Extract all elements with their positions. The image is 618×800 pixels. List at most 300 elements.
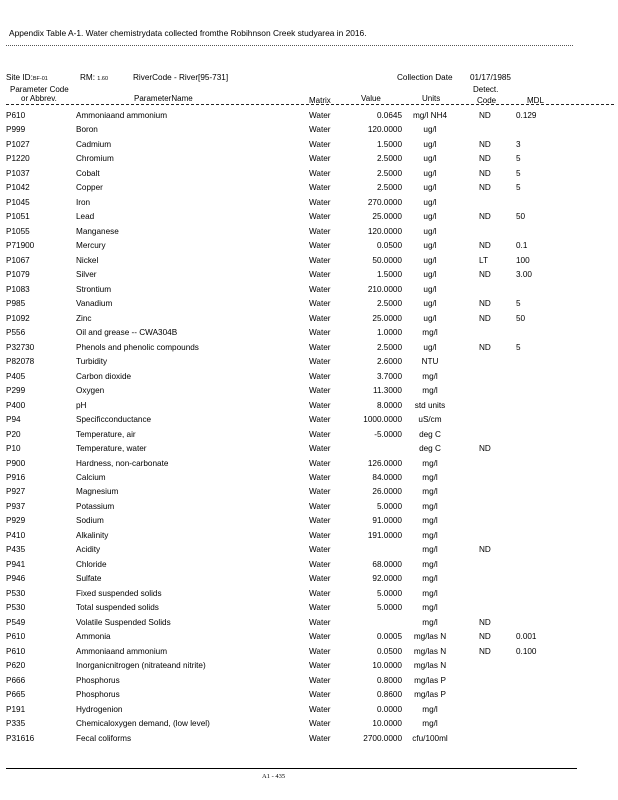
value-cell: 50.0000: [372, 255, 402, 265]
matrix-cell: Water: [309, 299, 331, 309]
table-row: [0, 717, 618, 731]
value-cell: 2.5000: [376, 342, 402, 352]
table-row: [0, 645, 618, 659]
param-name-cell: Hardness, non-carbonate: [76, 458, 169, 468]
matrix-cell: Water: [309, 704, 331, 714]
units-cell: mg/l: [422, 588, 438, 598]
param-name-cell: Temperature, air: [76, 429, 136, 439]
site-id-label: Site ID:: [6, 73, 33, 82]
param-name-cell: Sodium: [76, 516, 104, 526]
mdl-cell: 100: [516, 255, 530, 265]
value-cell: 2.5000: [376, 168, 402, 178]
mdl-cell: 3: [516, 139, 521, 149]
units-cell: mg/l: [422, 328, 438, 338]
table-row: [0, 152, 618, 166]
matrix-cell: Water: [309, 111, 331, 120]
table-row: [0, 688, 618, 702]
units-cell: ug/l: [423, 139, 437, 149]
header-mdl: MDL: [527, 96, 544, 105]
value-cell: 2.5000: [376, 299, 402, 309]
table-row: [0, 341, 618, 355]
param-code-cell: P900: [6, 458, 26, 468]
param-name-cell: Silver: [76, 270, 97, 280]
param-code-cell: P191: [6, 704, 26, 714]
param-code-cell: P610: [6, 111, 26, 120]
value-cell: 0.0000: [376, 704, 402, 714]
units-cell: ug/l: [423, 255, 437, 265]
param-code-cell: P666: [6, 675, 26, 685]
table-row: [0, 210, 618, 224]
units-cell: ug/l: [423, 168, 437, 178]
header-param-code-abbrev: or Abbrev.: [21, 94, 57, 103]
value-cell: 0.8600: [376, 690, 402, 700]
table-row: [0, 312, 618, 326]
param-code-cell: P1055: [6, 226, 30, 236]
units-cell: mg/l: [422, 371, 438, 381]
param-name-cell: Fecal coliforms: [76, 733, 132, 743]
units-cell: mg/l: [422, 458, 438, 468]
value-cell: 270.0000: [367, 197, 402, 207]
matrix-cell: Water: [309, 473, 331, 482]
table-row: [0, 558, 618, 572]
units-cell: mg/l: [422, 574, 438, 584]
param-code-cell: P556: [6, 328, 26, 338]
value-cell: -5.0000: [374, 429, 402, 439]
param-name-cell: Inorganicnitrogen (nitrateand nitrite): [76, 661, 206, 671]
param-code-cell: P1092: [6, 313, 30, 323]
units-cell: mg/l NH4: [412, 111, 448, 120]
param-name-cell: Manganese: [76, 226, 119, 236]
param-code-cell: P530: [6, 588, 26, 598]
matrix-cell: Water: [309, 588, 331, 598]
param-code-cell: P946: [6, 574, 26, 584]
matrix-cell: Water: [309, 530, 331, 540]
units-cell: mg/l: [422, 501, 438, 511]
collection-date: 01/17/1985: [470, 73, 511, 82]
value-cell: 10.0000: [372, 661, 402, 671]
value-cell: 2.5000: [376, 154, 402, 164]
units-cell: mg/l: [422, 516, 438, 526]
param-code-cell: P530: [6, 603, 26, 613]
units-cell: ug/l: [423, 270, 437, 280]
units-cell: mg/l: [422, 487, 438, 497]
matrix-cell: Water: [309, 574, 331, 584]
param-code-cell: P71900: [6, 241, 35, 251]
value-cell: 2700.0000: [363, 733, 402, 743]
value-cell: 1.5000: [376, 270, 402, 280]
param-name-cell: Oxygen: [76, 386, 105, 396]
value-cell: 84.0000: [372, 473, 402, 482]
param-code-cell: P549: [6, 617, 26, 627]
param-name-cell: Temperature, water: [76, 444, 147, 454]
table-row: [0, 239, 618, 253]
header-detect-code: Code: [477, 96, 497, 105]
param-name-cell: Chemicaloxygen demand, (low level): [76, 719, 210, 729]
table-row: [0, 572, 618, 586]
dotted-divider: [6, 45, 573, 46]
value-cell: 191.0000: [367, 530, 402, 540]
units-cell: mg/las P: [414, 675, 446, 685]
param-name-cell: Magnesium: [76, 487, 119, 497]
river-code: RiverCode - River[95-731]: [133, 73, 229, 82]
param-name-cell: Phenols and phenolic compounds: [76, 342, 199, 352]
value-cell: 126.0000: [367, 458, 402, 468]
matrix-cell: Water: [309, 444, 331, 454]
units-cell: mg/l: [422, 559, 438, 569]
table-row: [0, 370, 618, 384]
mdl-cell: 5: [516, 342, 521, 352]
matrix-cell: Water: [309, 197, 331, 207]
table-row: [0, 732, 618, 746]
mdl-cell: 5: [516, 168, 521, 178]
header-param-name: ParameterName: [134, 94, 193, 103]
detect-code-cell: ND: [479, 212, 491, 222]
river-mile-value: 1.60: [97, 76, 109, 82]
param-name-cell: Phosphorus: [76, 675, 120, 685]
table-row: [0, 181, 618, 195]
value-cell: 120.0000: [367, 226, 402, 236]
param-code-cell: P82078: [6, 357, 35, 367]
table-row: [0, 196, 618, 210]
detect-code-cell: LT: [479, 255, 488, 265]
value-cell: 10.0000: [372, 719, 402, 729]
value-cell: 0.0500: [376, 241, 402, 251]
param-code-cell: P1045: [6, 197, 30, 207]
matrix-cell: Water: [309, 241, 331, 251]
param-code-cell: P1051: [6, 212, 30, 222]
detect-code-cell: ND: [479, 299, 491, 309]
table-row: [0, 225, 618, 239]
matrix-cell: Water: [309, 646, 331, 656]
param-code-cell: P1083: [6, 284, 30, 294]
matrix-cell: Water: [309, 516, 331, 526]
param-name-cell: Ammonia: [76, 632, 111, 642]
matrix-cell: Water: [309, 661, 331, 671]
value-cell: 1.0000: [376, 328, 402, 338]
param-code-cell: P435: [6, 545, 26, 555]
table-row: [0, 326, 618, 340]
param-code-cell: P610: [6, 646, 26, 656]
detect-code-cell: ND: [479, 154, 491, 164]
value-cell: 5.0000: [376, 501, 402, 511]
matrix-cell: Water: [309, 458, 331, 468]
matrix-cell: Water: [309, 270, 331, 280]
table-caption: Appendix Table A-1. Water chemistrydata collected fromthe Robihnson Creek studyarea in 2016.: [9, 28, 367, 38]
param-code-cell: P1067: [6, 255, 30, 265]
table-row: [0, 471, 618, 485]
param-code-cell: P927: [6, 487, 26, 497]
units-cell: ug/l: [423, 226, 437, 236]
units-cell: mg/las P: [414, 690, 446, 700]
mdl-cell: 5: [516, 154, 521, 164]
matrix-cell: Water: [309, 400, 331, 410]
value-cell: 210.0000: [367, 284, 402, 294]
table-row: [0, 355, 618, 369]
matrix-cell: Water: [309, 386, 331, 396]
param-code-cell: P405: [6, 371, 26, 381]
param-name-cell: Cobalt: [76, 168, 100, 178]
param-code-cell: P665: [6, 690, 26, 700]
param-name-cell: Copper: [76, 183, 103, 193]
detect-code-cell: ND: [479, 139, 491, 149]
mdl-cell: 0.1: [516, 241, 528, 251]
value-cell: 3.7000: [376, 371, 402, 381]
units-cell: mg/las N: [413, 661, 447, 671]
units-cell: cfu/100ml: [412, 733, 448, 743]
table-row: [0, 413, 618, 427]
units-cell: mg/l: [422, 617, 438, 627]
param-code-cell: P999: [6, 125, 26, 135]
matrix-cell: Water: [309, 125, 331, 135]
param-name-cell: Chloride: [76, 559, 107, 569]
units-cell: ug/l: [423, 284, 437, 294]
table-row: [0, 529, 618, 543]
table-row: [0, 485, 618, 499]
table-row: [0, 138, 618, 152]
param-code-cell: P299: [6, 386, 26, 396]
detect-code-cell: ND: [479, 111, 491, 120]
mdl-cell: 5: [516, 183, 521, 193]
param-code-cell: P985: [6, 299, 26, 309]
units-cell: ug/l: [423, 125, 437, 135]
matrix-cell: Water: [309, 371, 331, 381]
param-code-cell: P20: [6, 429, 21, 439]
param-name-cell: pH: [76, 400, 87, 410]
value-cell: 2.6000: [376, 357, 402, 367]
param-name-cell: Ammoniaand ammonium: [76, 646, 168, 656]
table-row: [0, 167, 618, 181]
param-name-cell: Chromium: [76, 154, 114, 164]
value-cell: 5.0000: [376, 588, 402, 598]
units-cell: ug/l: [423, 241, 437, 251]
matrix-cell: Water: [309, 357, 331, 367]
param-code-cell: P1220: [6, 154, 30, 164]
matrix-cell: Water: [309, 342, 331, 352]
units-cell: NTU: [421, 357, 439, 367]
table-row: [0, 123, 618, 137]
units-cell: deg C: [419, 429, 441, 439]
param-code-cell: P1042: [6, 183, 30, 193]
units-cell: deg C: [419, 444, 441, 454]
matrix-cell: Water: [309, 415, 331, 425]
table-row: [0, 616, 618, 630]
table-row: [0, 601, 618, 615]
table-row: [0, 384, 618, 398]
units-cell: ug/l: [423, 212, 437, 222]
river-mile: [80, 73, 108, 82]
param-code-cell: P32730: [6, 342, 35, 352]
param-code-cell: P1079: [6, 270, 30, 280]
param-name-cell: Ammoniaand ammonium: [76, 111, 168, 120]
mdl-cell: 3.00: [516, 270, 532, 280]
table-row: [0, 297, 618, 311]
value-cell: 25.0000: [372, 313, 402, 323]
param-code-cell: P610: [6, 632, 26, 642]
value-cell: 26.0000: [372, 487, 402, 497]
detect-code-cell: ND: [479, 545, 491, 555]
matrix-cell: Water: [309, 313, 331, 323]
matrix-cell: Water: [309, 168, 331, 178]
detect-code-cell: ND: [479, 313, 491, 323]
value-cell: 68.0000: [372, 559, 402, 569]
param-name-cell: Lead: [76, 212, 95, 222]
matrix-cell: Water: [309, 501, 331, 511]
matrix-cell: Water: [309, 139, 331, 149]
header-param-code: Parameter Code: [10, 85, 69, 94]
param-code-cell: P410: [6, 530, 26, 540]
table-row: [0, 703, 618, 717]
value-cell: 1000.0000: [363, 415, 402, 425]
table-row: [0, 514, 618, 528]
detect-code-cell: ND: [479, 632, 491, 642]
mdl-cell: 0.129: [516, 111, 537, 120]
value-cell: 0.0005: [376, 632, 402, 642]
table-row: [0, 659, 618, 673]
matrix-cell: Water: [309, 255, 331, 265]
param-code-cell: P400: [6, 400, 26, 410]
site-id: [6, 73, 48, 82]
value-cell: 0.8000: [376, 675, 402, 685]
param-name-cell: Zinc: [76, 313, 92, 323]
units-cell: ug/l: [423, 183, 437, 193]
param-name-cell: Cadmium: [76, 139, 112, 149]
matrix-cell: Water: [309, 632, 331, 642]
footer-rule: [6, 768, 577, 769]
detect-code-cell: ND: [479, 444, 491, 454]
detect-code-cell: ND: [479, 646, 491, 656]
units-cell: mg/l: [422, 386, 438, 396]
mdl-cell: 0.100: [516, 646, 537, 656]
matrix-cell: Water: [309, 284, 331, 294]
param-name-cell: Hydrogenion: [76, 704, 123, 714]
table-row: [0, 109, 618, 123]
matrix-cell: Water: [309, 487, 331, 497]
table-row: [0, 399, 618, 413]
param-name-cell: Strontium: [76, 284, 112, 294]
units-cell: mg/l: [422, 704, 438, 714]
value-cell: 8.0000: [376, 400, 402, 410]
table-row: [0, 543, 618, 557]
mdl-cell: 0.001: [516, 632, 537, 642]
units-cell: mg/l: [422, 719, 438, 729]
param-code-cell: P620: [6, 661, 26, 671]
units-cell: mg/l: [422, 473, 438, 482]
param-name-cell: Turbidity: [76, 357, 108, 367]
detect-code-cell: ND: [479, 168, 491, 178]
detect-code-cell: ND: [479, 241, 491, 251]
units-cell: ug/l: [423, 197, 437, 207]
units-cell: mg/l: [422, 603, 438, 613]
units-cell: ug/l: [423, 313, 437, 323]
param-code-cell: P937: [6, 501, 26, 511]
value-cell: 0.0500: [376, 646, 402, 656]
value-cell: 91.0000: [372, 516, 402, 526]
param-name-cell: Sulfate: [76, 574, 102, 584]
site-id-value: BF-01: [32, 76, 48, 82]
header-matrix: Matrix: [309, 96, 331, 105]
param-name-cell: Carbon dioxide: [76, 371, 132, 381]
header-divider: [6, 104, 614, 105]
matrix-cell: Water: [309, 675, 331, 685]
value-cell: 120.0000: [367, 125, 402, 135]
detect-code-cell: ND: [479, 183, 491, 193]
value-cell: 25.0000: [372, 212, 402, 222]
matrix-cell: Water: [309, 212, 331, 222]
param-name-cell: Potassium: [76, 501, 115, 511]
units-cell: mg/las N: [413, 632, 447, 642]
units-cell: mg/l: [422, 545, 438, 555]
page-number: A1 - 435: [262, 773, 286, 780]
matrix-cell: Water: [309, 733, 331, 743]
param-name-cell: Volatile Suspended Solids: [76, 617, 171, 627]
table-row: [0, 254, 618, 268]
table-row: [0, 630, 618, 644]
mdl-cell: 50: [516, 313, 526, 323]
header-detect: Detect.: [473, 85, 499, 94]
units-cell: ug/l: [423, 154, 437, 164]
value-cell: 2.5000: [376, 183, 402, 193]
param-code-cell: P335: [6, 719, 26, 729]
param-code-cell: P94: [6, 415, 21, 425]
matrix-cell: Water: [309, 183, 331, 193]
table-row: [0, 268, 618, 282]
param-name-cell: Mercury: [76, 241, 106, 251]
matrix-cell: Water: [309, 545, 331, 555]
param-name-cell: Alkalinity: [76, 530, 109, 540]
detect-code-cell: ND: [479, 617, 491, 627]
river-mile-label: RM:: [80, 73, 96, 82]
matrix-cell: Water: [309, 559, 331, 569]
param-name-cell: Iron: [76, 197, 91, 207]
units-cell: ug/l: [423, 342, 437, 352]
value-cell: 1.5000: [376, 139, 402, 149]
table-row: [0, 674, 618, 688]
table-row: [0, 457, 618, 471]
units-cell: mg/l: [422, 530, 438, 540]
header-value: Value: [361, 94, 381, 103]
matrix-cell: Water: [309, 719, 331, 729]
table-row: [0, 428, 618, 442]
param-code-cell: P916: [6, 473, 26, 482]
param-name-cell: Calcium: [76, 473, 106, 482]
param-name-cell: Boron: [76, 125, 98, 135]
param-name-cell: Vanadium: [76, 299, 113, 309]
table-row: [0, 587, 618, 601]
units-cell: ug/l: [423, 299, 437, 309]
table-row: [0, 500, 618, 514]
param-name-cell: Phosphorus: [76, 690, 120, 700]
table-row: [0, 283, 618, 297]
value-cell: 11.3000: [373, 386, 402, 396]
param-code-cell: P31616: [6, 733, 35, 743]
value-cell: 92.0000: [372, 574, 402, 584]
matrix-cell: Water: [309, 154, 331, 164]
collection-date-label: Collection Date: [397, 73, 453, 82]
units-cell: mg/las N: [413, 646, 447, 656]
detect-code-cell: ND: [479, 342, 491, 352]
matrix-cell: Water: [309, 690, 331, 700]
param-name-cell: Specificconductance: [76, 415, 152, 425]
detect-code-cell: ND: [479, 270, 491, 280]
mdl-cell: 50: [516, 212, 526, 222]
units-cell: uS/cm: [418, 415, 442, 425]
matrix-cell: Water: [309, 603, 331, 613]
param-code-cell: P1037: [6, 168, 30, 178]
table-row: [0, 442, 618, 456]
value-cell: 0.0645: [376, 111, 402, 120]
matrix-cell: Water: [309, 429, 331, 439]
value-cell: 5.0000: [376, 603, 402, 613]
